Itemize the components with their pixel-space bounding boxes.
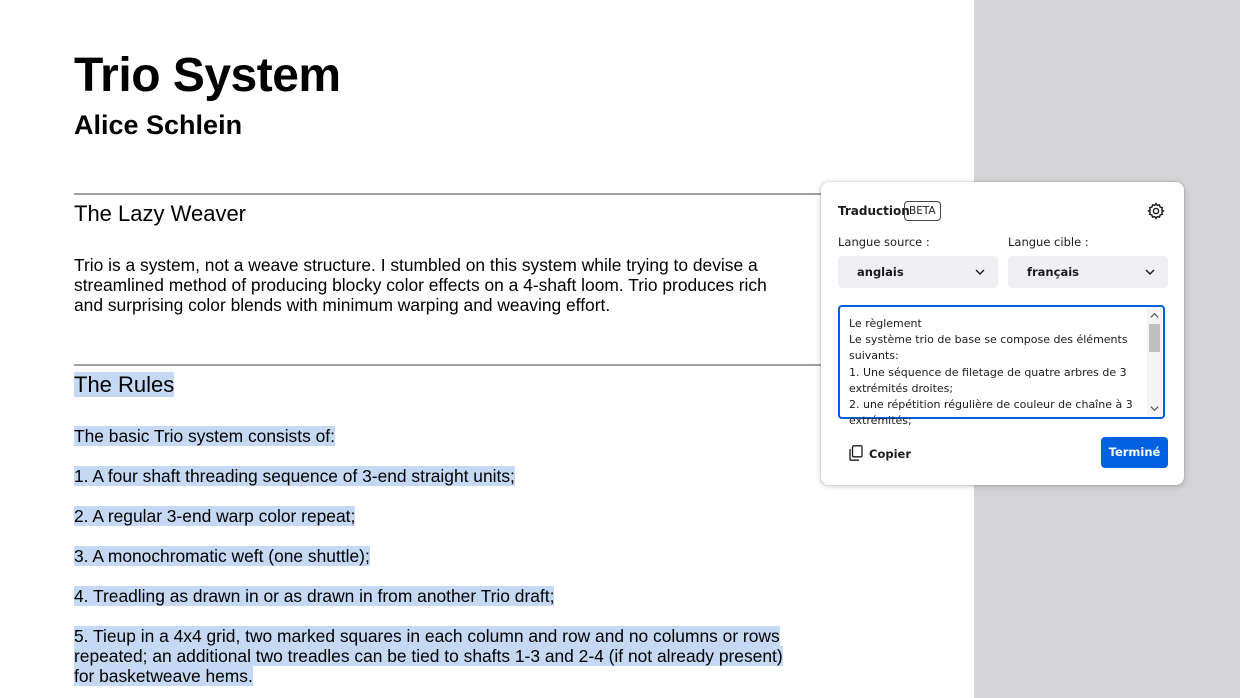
scrollbar-thumb[interactable] bbox=[1149, 324, 1160, 352]
scrollbar[interactable] bbox=[1147, 308, 1162, 416]
rules-intro bbox=[74, 426, 854, 446]
paragraph-line: and surprising color blends with minimum warping and weaving effort. bbox=[74, 295, 611, 315]
section-paragraph bbox=[74, 255, 854, 315]
popup-title: Traduction bbox=[838, 204, 910, 218]
target-language-select[interactable] bbox=[1008, 256, 1168, 288]
selected-text: 2. A regular 3-end warp color repeat; bbox=[74, 506, 356, 526]
selected-text: The Rules bbox=[74, 372, 175, 397]
scroll-up-icon[interactable] bbox=[1150, 311, 1159, 320]
section-heading-rules bbox=[74, 372, 174, 398]
rule-item bbox=[74, 626, 854, 686]
selected-text: 1. A four shaft threading sequence of 3-end straight units; bbox=[74, 466, 515, 486]
document-author: Alice Schlein bbox=[74, 110, 243, 140]
done-button[interactable]: Terminé bbox=[1101, 437, 1168, 468]
section-divider bbox=[74, 193, 834, 195]
paragraph-line: streamlined method of producing blocky color effects on a 4-shaft loom. Trio produces rich bbox=[74, 275, 767, 295]
selected-text: 4. Treadling as drawn in or as drawn in from another Trio draft; bbox=[74, 586, 555, 606]
target-language-value: français bbox=[1027, 265, 1079, 279]
beta-badge: BETA bbox=[904, 201, 941, 221]
translation-popup bbox=[821, 182, 1184, 485]
selected-text: repeated; an additional two treadles can be tied to shafts 1-3 and 2-4 (if not already present) bbox=[74, 646, 783, 666]
copy-button-label: Copier bbox=[869, 447, 911, 461]
paragraph-line: Trio is a system, not a weave structure. I stumbled on this system while trying to devise a bbox=[74, 255, 758, 275]
selected-text: 5. Tieup in a 4x4 grid, two marked squares in each column and row and no columns or rows bbox=[74, 626, 780, 646]
rule-item bbox=[74, 466, 854, 486]
chevron-down-icon bbox=[1145, 267, 1155, 277]
selected-text: The basic Trio system consists of: bbox=[74, 426, 335, 446]
chevron-down-icon bbox=[975, 267, 985, 277]
source-language-value: anglais bbox=[857, 265, 904, 279]
selected-text: 3. A monochromatic weft (one shuttle); bbox=[74, 546, 370, 566]
rule-item bbox=[74, 546, 854, 566]
copy-icon bbox=[849, 445, 863, 461]
rule-item bbox=[74, 586, 854, 606]
translated-text-area[interactable] bbox=[838, 305, 1165, 428]
rule-item bbox=[74, 506, 854, 526]
target-language-label: Langue cible : bbox=[1008, 235, 1089, 249]
section-divider bbox=[74, 364, 834, 366]
source-language-label: Langue source : bbox=[838, 235, 930, 249]
translated-text: Le règlement Le système trio de base se compose des éléments suivants: 1. Une séquence de filetage de quatre arbres de 3 extrémités droites; 2. une répétition régulière de couleur de chaîne à 3 extrémités; bbox=[849, 317, 1133, 428]
scroll-down-icon[interactable] bbox=[1150, 404, 1159, 413]
section-heading-lazy-weaver: The Lazy Weaver bbox=[74, 201, 247, 226]
document-title: Trio System bbox=[74, 49, 341, 102]
selected-text: for basketweave hems. bbox=[74, 666, 253, 686]
source-language-select[interactable] bbox=[838, 256, 998, 288]
gear-icon[interactable] bbox=[1146, 201, 1166, 221]
